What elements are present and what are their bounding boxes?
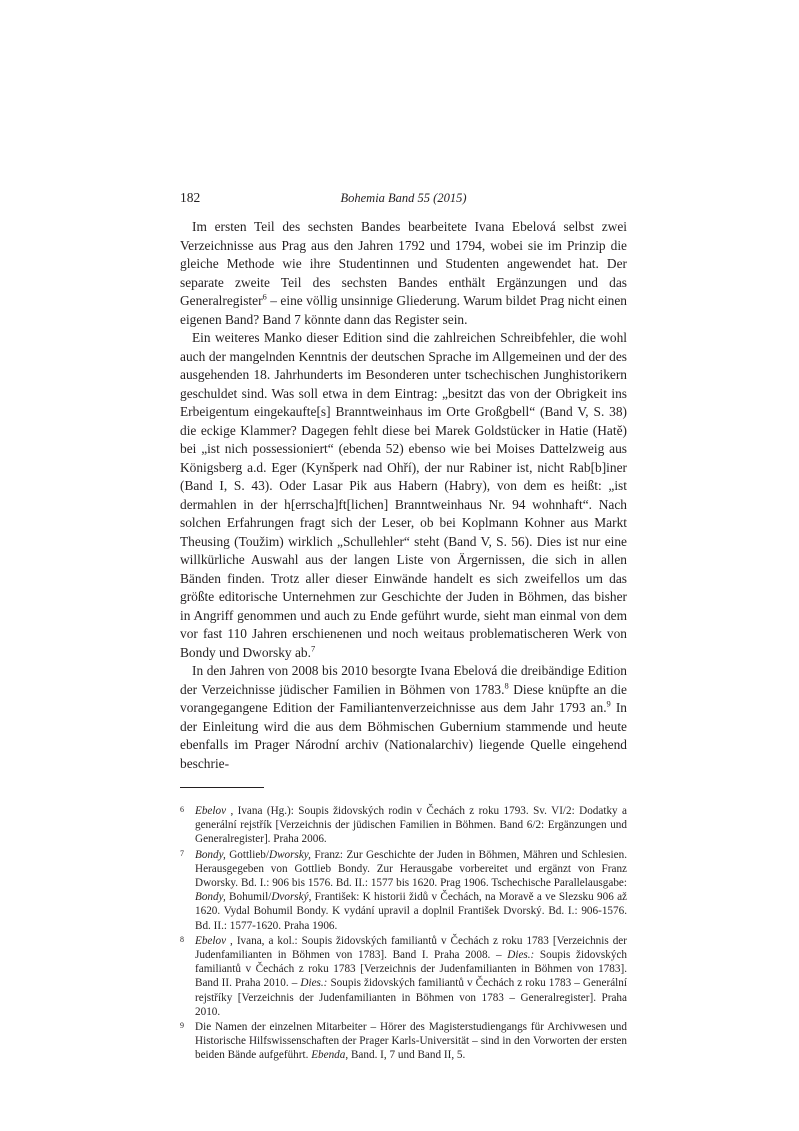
footnote-number: 8 — [180, 934, 184, 944]
footnote-text: Ebelov , Ivana, a kol.: Soupis židovských familiantů v Čechách z roku 1783 [Verzeichnis der Judenfamilianten in Böhmen von 1783]. Band I. Praha 2008. – Dies.: Soupis židovských familiantů v Čechách z roku 1783 [Verzeichnis der Judenfamilianten in Böhmen von 1783]. Band II. Praha 2010. – Dies.: Soupis židovských familiantů v Čechách z roku 1783 – Generální rejstříky [Verzeichnis der Judenfamilianten in Böhmen von 1783 – Generalregister]. Praha 2010. — [195, 934, 628, 1018]
page-header — [180, 190, 627, 216]
footnote — [180, 934, 627, 1019]
footnote — [180, 848, 627, 933]
footnote — [180, 804, 627, 847]
footnote — [180, 1020, 627, 1063]
running-head: Bohemia Band 55 (2015) — [340, 191, 467, 205]
paragraph: In den Jahren von 2008 bis 2010 besorgte Ivana Ebelová die dreibändige Edition der Verzeichnisse jüdischer Familien in Böhmen von 1783.$^8$ Diese knüpfte an die vorangegangene Edition der Familiantenverzeichnisse aus dem Jahr 1793 an.$^9$ In der Einleitung wird die aus dem Böhmischen Gubernium stammende und heute ebenfalls im Prager Národní archiv (Nationalarchiv) liegende Quelle eingehend beschrie- — [180, 663, 627, 771]
body-text — [180, 218, 627, 773]
paragraph: Im ersten Teil des sechsten Bandes bearbeitete Ivana Ebelová selbst zwei Verzeichnisse aus Prag aus den Jahren 1792 und 1794, wobei sie im Prinzip die gleiche Methode wie ihre Studentinnen und Studenten angewendet hat. Der separate zweite Teil des sechsten Bandes enthält Ergänzungen und das Generalregister$^6$ – eine völlig unsinnige Gliederung. Warum bildet Prag nicht einen eigenen Band? Band 7 könnte dann das Register sein. — [180, 219, 627, 327]
footnotes — [180, 804, 627, 1063]
footnote-separator — [180, 787, 264, 788]
page — [180, 190, 627, 1064]
footnote-text: Ebelov , Ivana (Hg.): Soupis židovských rodin v Čechách z roku 1793. Sv. VI/2: Dodatky a generální rejstřík [Verzeichnis der jüdischen Familien in Böhmen. Band 6/2: Ergänzungen und Generalregister]. Praha 2006. — [195, 805, 627, 846]
footnote-number: 9 — [180, 1021, 184, 1031]
footnote-number: 6 — [180, 805, 184, 814]
page-number: 182 — [180, 190, 201, 205]
paragraph: Ein weiteres Manko dieser Edition sind die zahlreichen Schreibfehler, die wohl auch der mangelnden Kenntnis der deutschen Sprache im Allgemeinen und der des ausgehenden 18. Jahrhunderts im Besonderen unter tschechischen Junghistorikern geschuldet sind. Was soll etwa in dem Eintrag: „besitzt das von der Obrigkeit ins Erbeigentum eingekaufte[s] Branntweinhaus im Orte Großgbell“ (Band V, S. 38) die eckige Klammer? Dagegen fehlt diese bei Marek Goldstücker in Hatie (Hatě) bei „ist nich possessioniert“ (ebenda 52) ebenso wie bei Moises Dattelzweig aus Königsberg a.d. Eger (Kynšperk nad Ohří), der nur Rabiner ist, nicht Rab[b]iner (Band I, S. 43). Oder Lasar Pik aus Habern (Habry), von dem es heißt: „ist dermahlen in der h[errscha]ft[lichen] Branntweinhaus Nr. 94 wohnhaft“. Nach solchen Erfahrungen fragt sich der Leser, ob bei Koplmann Kohner aus Markt Theusing (Toužim) wirklich „Schullehler“ steht (Band V, S. 56). Dies ist nur eine willkürliche Auswahl aus der langen Liste von Ärgernissen, die sich in allen Bänden finden. Trotz aller dieser Einwände handelt es sich zweifellos um das größte editorische Unternehmen zur Geschichte der Juden in Böhmen, das bisher in Angriff genommen und auch zu Ende geführt wurde, sieht man einmal von dem vor fast 110 Jahren erschienenen und noch weitaus problematischeren Werk von Bondy und Dworsky ab.$^7$ — [180, 330, 627, 660]
footnote-text: Die Namen der einzelnen Mitarbeiter – Hörer des Magisterstudiengangs für Archivwesen und Historische Hilfswissenschaften der Prager Karls-Universität – sind in den Vorworten der ersten beiden Bände aufgeführt. Ebenda, Band. I, 7 und Band II, 5. — [195, 1021, 627, 1062]
footnote-text: Bondy, Gottlieb/Dworsky, Franz: Zur Geschichte der Juden in Böhmen, Mähren und Schlesien. Herausgegeben von Gottlieb Bondy. Zur Herausgabe vorbereitet und ergänzt von Franz Dworsky. Bd. I.: 906 bis 1576. Bd. II.: 1577 bis 1620. Prag 1906. Tschechische Parallelausgabe: Bondy, Bohumil/Dvorský, František: K historii židů v Čechách, na Moravě a ve Slezsku 906 až 1620. Vydal Bohumil Bondy. K vydání upravil a doplnil František Dvorský. Bd. I.: 906-1576. Bd. II.: 1577-1620. Praha 1906. — [195, 848, 627, 932]
footnote-number: 7 — [180, 848, 184, 858]
